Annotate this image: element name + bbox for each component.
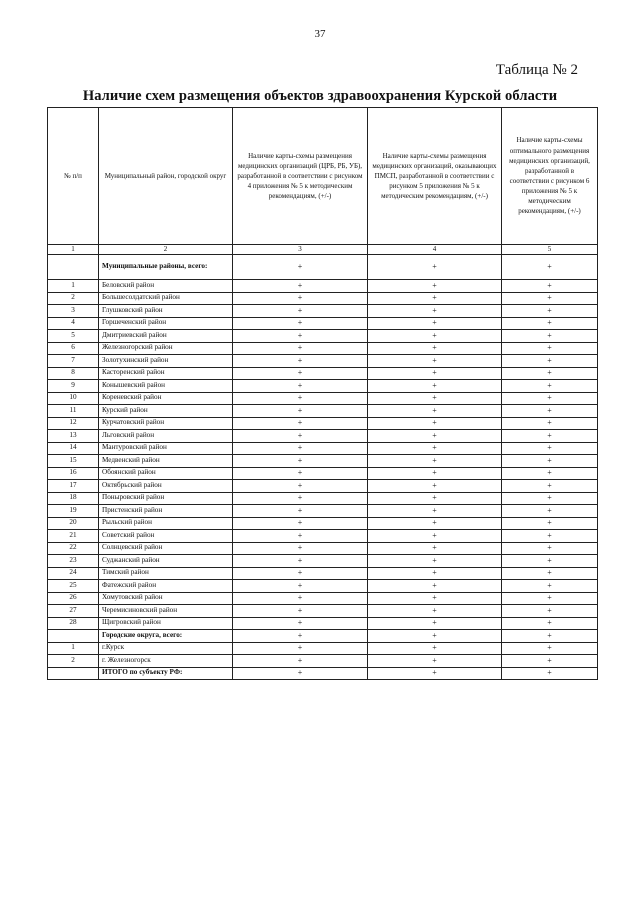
cell-col3: + xyxy=(233,380,368,393)
cell-col5: + xyxy=(502,555,598,568)
column-number: 1 xyxy=(48,245,99,255)
cell-col4: + xyxy=(368,517,502,530)
cell-col4: + xyxy=(368,642,502,655)
district-name: Касторенский район xyxy=(99,367,233,380)
cell-col5: + xyxy=(502,542,598,555)
table-header-row xyxy=(48,108,598,245)
cell-col3: + xyxy=(233,480,368,493)
row-number: 1 xyxy=(48,642,99,655)
cell-col4: + xyxy=(368,630,502,643)
cell-col3: + xyxy=(233,367,368,380)
cell-col3: + xyxy=(233,292,368,305)
table-row xyxy=(48,567,598,580)
table-row xyxy=(48,317,598,330)
table-row xyxy=(48,517,598,530)
district-name: Мантуровский район xyxy=(99,442,233,455)
table-body xyxy=(48,255,598,680)
cell-col5: + xyxy=(502,505,598,518)
cell-col4: + xyxy=(368,667,502,680)
cell-col4: + xyxy=(368,605,502,618)
cell-col5: + xyxy=(502,517,598,530)
cell-col4: + xyxy=(368,330,502,343)
cell-col3: + xyxy=(233,567,368,580)
cell-col5: + xyxy=(502,317,598,330)
district-name: Рыльский район xyxy=(99,517,233,530)
cell-col5: + xyxy=(502,530,598,543)
cell-col5: + xyxy=(502,355,598,368)
cell-col3: + xyxy=(233,580,368,593)
district-name: Льговский район xyxy=(99,430,233,443)
cell-col4: + xyxy=(368,555,502,568)
cell-col3: + xyxy=(233,355,368,368)
cell-col5: + xyxy=(502,280,598,293)
district-name: г.Курск xyxy=(99,642,233,655)
row-number: 16 xyxy=(48,467,99,480)
district-name: Щигровский район xyxy=(99,617,233,630)
cell-col5: + xyxy=(502,417,598,430)
cell-col3: + xyxy=(233,417,368,430)
cell-col5: + xyxy=(502,480,598,493)
cell-col3: + xyxy=(233,630,368,643)
cell-col3: + xyxy=(233,592,368,605)
district-name: Черемисиновский район xyxy=(99,605,233,618)
cell-col5: + xyxy=(502,392,598,405)
cell-col3: + xyxy=(233,342,368,355)
row-number: 20 xyxy=(48,517,99,530)
row-number: 14 xyxy=(48,442,99,455)
cell-col3: + xyxy=(233,605,368,618)
table-row xyxy=(48,405,598,418)
cell-col4: + xyxy=(368,455,502,468)
table-row xyxy=(48,505,598,518)
district-name: Золотухинский район xyxy=(99,355,233,368)
table-label: Таблица № 2 xyxy=(495,62,578,78)
cell-col4: + xyxy=(368,380,502,393)
table-row xyxy=(48,642,598,655)
cell-col5: + xyxy=(502,642,598,655)
row-number: 23 xyxy=(48,555,99,568)
row-number: 13 xyxy=(48,430,99,443)
cell-col5: + xyxy=(502,405,598,418)
table-row xyxy=(48,355,598,368)
row-number: 5 xyxy=(48,330,99,343)
page-number: 37 xyxy=(314,28,326,40)
table-row xyxy=(48,555,598,568)
district-name: Пристенский район xyxy=(99,505,233,518)
cell-col5: + xyxy=(502,605,598,618)
cell-col4: + xyxy=(368,505,502,518)
district-name: Хомутовский район xyxy=(99,592,233,605)
cell-col4: + xyxy=(368,492,502,505)
cities-total-row xyxy=(48,630,598,643)
cell-col5: + xyxy=(502,255,598,280)
district-name: Дмитриевский район xyxy=(99,330,233,343)
district-name: Кореневский район xyxy=(99,392,233,405)
district-name: Железногорский район xyxy=(99,342,233,355)
cell-col5: + xyxy=(502,567,598,580)
row-number: 11 xyxy=(48,405,99,418)
cell-col5: + xyxy=(502,630,598,643)
district-name: Тимский район xyxy=(99,567,233,580)
cell-col3: + xyxy=(233,505,368,518)
row-number-empty xyxy=(48,667,99,680)
header-number: № п/п xyxy=(48,108,99,245)
cell-col5: + xyxy=(502,580,598,593)
table-row xyxy=(48,292,598,305)
cell-col4: + xyxy=(368,655,502,668)
cell-col4: + xyxy=(368,417,502,430)
row-number: 26 xyxy=(48,592,99,605)
cell-col5: + xyxy=(502,380,598,393)
table-row xyxy=(48,367,598,380)
row-number: 21 xyxy=(48,530,99,543)
table-row xyxy=(48,605,598,618)
row-number: 7 xyxy=(48,355,99,368)
cell-col4: + xyxy=(368,255,502,280)
cell-col5: + xyxy=(502,667,598,680)
district-name: Фатежский район xyxy=(99,580,233,593)
cell-col4: + xyxy=(368,342,502,355)
district-name: Конышевский район xyxy=(99,380,233,393)
district-name: Советский район xyxy=(99,530,233,543)
row-number: 2 xyxy=(48,655,99,668)
row-number: 19 xyxy=(48,505,99,518)
cell-col5: + xyxy=(502,592,598,605)
cell-col3: + xyxy=(233,492,368,505)
grand-total-row xyxy=(48,667,598,680)
cell-col4: + xyxy=(368,355,502,368)
row-number: 9 xyxy=(48,380,99,393)
cell-col4: + xyxy=(368,592,502,605)
cell-col4: + xyxy=(368,542,502,555)
cell-col4: + xyxy=(368,292,502,305)
row-number: 12 xyxy=(48,417,99,430)
row-number: 18 xyxy=(48,492,99,505)
row-number: 6 xyxy=(48,342,99,355)
table-row xyxy=(48,467,598,480)
healthcare-schemes-table xyxy=(47,107,598,680)
row-number: 25 xyxy=(48,580,99,593)
cell-col3: + xyxy=(233,317,368,330)
table-row xyxy=(48,280,598,293)
district-name: Горшеченский район xyxy=(99,317,233,330)
row-number: 24 xyxy=(48,567,99,580)
cell-col4: + xyxy=(368,617,502,630)
cell-col3: + xyxy=(233,555,368,568)
table-row xyxy=(48,417,598,430)
district-name: Большесолдатский район xyxy=(99,292,233,305)
column-number: 4 xyxy=(368,245,502,255)
table-row xyxy=(48,330,598,343)
subtotal-label: Муниципальные районы, всего: xyxy=(99,255,233,280)
cell-col3: + xyxy=(233,330,368,343)
cell-col5: + xyxy=(502,305,598,318)
district-name: Медвенский район xyxy=(99,455,233,468)
row-number: 27 xyxy=(48,605,99,618)
column-number: 2 xyxy=(99,245,233,255)
header-district: Муниципальный район, городской округ xyxy=(99,108,233,245)
district-name: Поныровский район xyxy=(99,492,233,505)
cell-col3: + xyxy=(233,655,368,668)
subtotal-label: Городские округа, всего: xyxy=(99,630,233,643)
cell-col4: + xyxy=(368,567,502,580)
header-col4: Наличие карты-схемы размещения медицинских организаций, оказывающих ПМСП, разработанной в соответствии с рисунком 5 приложения № 5 к методическим рекомендациям, (+/-) xyxy=(368,108,502,245)
cell-col5: + xyxy=(502,367,598,380)
cell-col4: + xyxy=(368,317,502,330)
table-row xyxy=(48,305,598,318)
row-number: 28 xyxy=(48,617,99,630)
table-row xyxy=(48,380,598,393)
column-number: 3 xyxy=(233,245,368,255)
cell-col5: + xyxy=(502,492,598,505)
district-name: Беловский район xyxy=(99,280,233,293)
districts-total-row xyxy=(48,255,598,280)
cell-col3: + xyxy=(233,305,368,318)
column-numbers-row xyxy=(48,245,598,255)
district-name: г. Железногорск xyxy=(99,655,233,668)
row-number: 4 xyxy=(48,317,99,330)
district-name: Глушковский район xyxy=(99,305,233,318)
table-row xyxy=(48,442,598,455)
table-row xyxy=(48,542,598,555)
cell-col3: + xyxy=(233,542,368,555)
cell-col4: + xyxy=(368,442,502,455)
header-col5: Наличие карты-схемы оптимального размещения медицинских организаций, разработанной в соответствии с рисунком 6 приложения № 5 к методическим рекомендациям, (+/-) xyxy=(502,108,598,245)
district-name: Солнцевский район xyxy=(99,542,233,555)
row-number-empty xyxy=(48,630,99,643)
cell-col5: + xyxy=(502,617,598,630)
cell-col3: + xyxy=(233,255,368,280)
cell-col5: + xyxy=(502,430,598,443)
district-name: Обоянский район xyxy=(99,467,233,480)
row-number: 2 xyxy=(48,292,99,305)
cell-col3: + xyxy=(233,455,368,468)
cell-col3: + xyxy=(233,617,368,630)
column-number: 5 xyxy=(502,245,598,255)
cell-col3: + xyxy=(233,530,368,543)
cell-col3: + xyxy=(233,467,368,480)
table-row xyxy=(48,617,598,630)
row-number: 10 xyxy=(48,392,99,405)
district-name: Курчатовский район xyxy=(99,417,233,430)
cell-col3: + xyxy=(233,442,368,455)
cell-col3: + xyxy=(233,405,368,418)
cell-col4: + xyxy=(368,480,502,493)
cell-col4: + xyxy=(368,430,502,443)
cell-col4: + xyxy=(368,467,502,480)
document-title: Наличие схем размещения объектов здравоохранения Курской области xyxy=(82,88,558,104)
cell-col4: + xyxy=(368,580,502,593)
table-row xyxy=(48,530,598,543)
table-row xyxy=(48,592,598,605)
cell-col5: + xyxy=(502,330,598,343)
cell-col4: + xyxy=(368,280,502,293)
cell-col3: + xyxy=(233,280,368,293)
row-number-empty xyxy=(48,255,99,280)
row-number: 15 xyxy=(48,455,99,468)
cell-col3: + xyxy=(233,642,368,655)
district-name: Октябрьский район xyxy=(99,480,233,493)
district-name: Курский район xyxy=(99,405,233,418)
cell-col5: + xyxy=(502,467,598,480)
cell-col4: + xyxy=(368,392,502,405)
district-name: Суджанский район xyxy=(99,555,233,568)
table-row xyxy=(48,580,598,593)
cell-col4: + xyxy=(368,405,502,418)
cell-col3: + xyxy=(233,430,368,443)
cell-col3: + xyxy=(233,517,368,530)
table-row xyxy=(48,392,598,405)
cell-col5: + xyxy=(502,655,598,668)
table-row xyxy=(48,655,598,668)
cell-col4: + xyxy=(368,530,502,543)
header-col3: Наличие карты-схемы размещения медицинских организаций (ЦРБ, РБ, УБ), разработанной в соответствии с рисунком 4 приложения № 5 к методическим рекомендациям, (+/-) xyxy=(233,108,368,245)
cell-col5: + xyxy=(502,455,598,468)
cell-col4: + xyxy=(368,367,502,380)
table-row xyxy=(48,342,598,355)
table-row xyxy=(48,480,598,493)
cell-col5: + xyxy=(502,442,598,455)
row-number: 17 xyxy=(48,480,99,493)
row-number: 8 xyxy=(48,367,99,380)
cell-col5: + xyxy=(502,292,598,305)
table-row xyxy=(48,455,598,468)
cell-col3: + xyxy=(233,392,368,405)
row-number: 3 xyxy=(48,305,99,318)
cell-col4: + xyxy=(368,305,502,318)
grand-total-label: ИТОГО по субъекту РФ: xyxy=(99,667,233,680)
table-row xyxy=(48,492,598,505)
cell-col5: + xyxy=(502,342,598,355)
row-number: 1 xyxy=(48,280,99,293)
row-number: 22 xyxy=(48,542,99,555)
cell-col3: + xyxy=(233,667,368,680)
table-row xyxy=(48,430,598,443)
